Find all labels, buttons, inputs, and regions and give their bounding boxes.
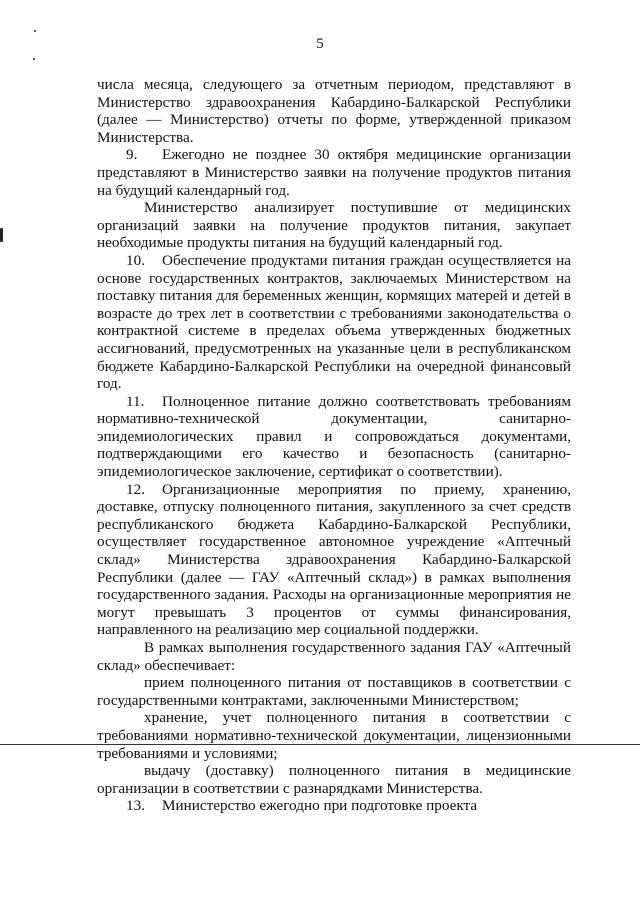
item-number: 13. [126,797,145,815]
scan-fold-line [0,744,640,745]
numbered-paragraph [97,797,571,815]
item-text: Полноценное питание должно соответствовать требованиям нормативно-технической документации, санитарно-эпидемиологических правил и сопровождаться документами, подтверждающими его качество и безопасность (санитарно-эпидемиологическое заключение, сертификат о соответствии). [97,392,571,481]
paragraph: В рамках выполнения государственного задания ГАУ «Аптечный склад» обеспечивает: [97,639,571,674]
item-number: 12. [126,480,145,498]
paragraph: Министерство анализирует поступившие от медицинских организаций заявки на получение продуктов питания, закупает необходимые продукты питания на будущий календарный год. [97,199,571,252]
scan-edge-mark [0,228,3,242]
document-body [97,76,571,815]
page-number: 5 [316,36,324,52]
paragraph: выдачу (доставку) полноценного питания в медицинские организации в соответствии с разнарядками Министерства. [97,762,571,797]
scan-speck [34,30,36,32]
item-text: Министерство ежегодно при подготовке проекта [162,797,478,815]
item-text: Обеспечение продуктами питания граждан осуществляется на основе государственных контрактов, заключаемых Министерством на поставку питания для беременных женщин, кормящих матерей и детей в возрасте до трех лет в соответствии с требованиями законодательства о контрактной системе в пределах объема утвержденных бюджетных ассигнований, предусмотренных на указанные цели в республиканском бюджете Кабардино-Балкарской Республики на очередной финансовый год. [97,251,571,393]
numbered-paragraph [97,146,571,199]
item-text: Ежегодно не позднее 30 октября медицинские организации представляют в Министерство заявки на получение продуктов питания на будущий календарный год. [97,146,571,199]
item-text: Организационные мероприятия по приему, хранению, доставке, отпуску полноценного питания, закупленного за счет средств республиканского бюджета Кабардино-Балкарской Республики, осуществляет государственное автономное учреждение «Аптечный склад» Министерства здравоохранения Кабардино-Балкарской Республики (далее — ГАУ «Аптечный склад») в рамках выполнения государственного задания. Расходы на организационные мероприятия не могут превышать 3 процентов от суммы финансирования, направленного на реализацию мер социальной поддержки. [97,480,571,639]
numbered-paragraph [97,252,571,393]
paragraph: хранение, учет полноценного питания в соответствии с требованиями нормативно-технической документации, лицензионными требованиями и условиями; [97,709,571,762]
item-number: 9. [126,146,138,164]
numbered-paragraph [97,393,571,481]
scan-speck [33,58,35,60]
item-number: 11. [126,392,145,410]
numbered-paragraph [97,481,571,639]
item-number: 10. [126,251,145,269]
paragraph: числа месяца, следующего за отчетным периодом, представляют в Министерство здравоохранения Кабардино-Балкарской Республики (далее — Министерство) отчеты по форме, утвержденной приказом Министерства. [97,76,571,146]
paragraph: прием полноценного питания от поставщиков в соответствии с государственными контрактами, заключенными Министерством; [97,674,571,709]
